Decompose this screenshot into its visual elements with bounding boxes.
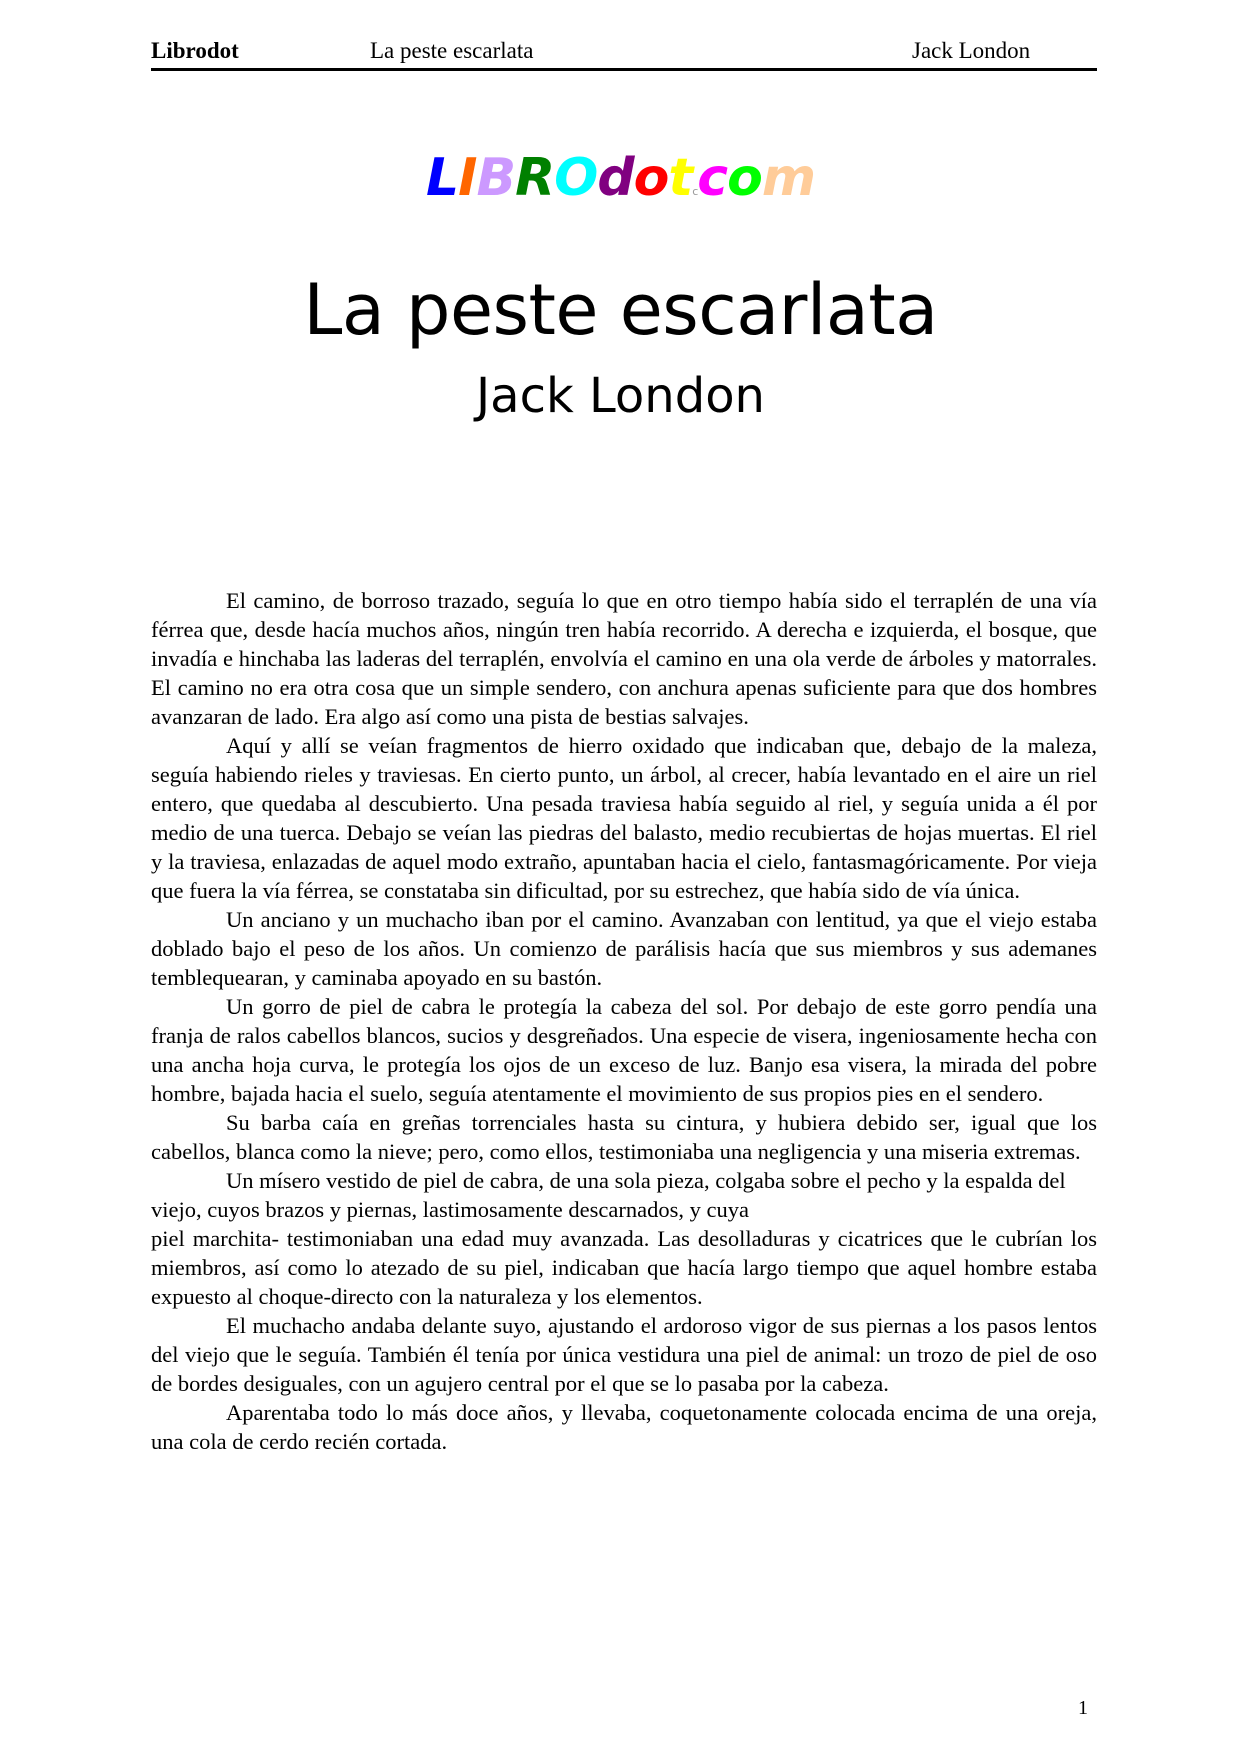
paragraph-continuation: piel marchita- testimoniaban una edad muy avanzada. Las desolladuras y cicatrices que le cubrían los miembros, así como lo atezado de su piel, indicaban que hacía largo tiempo que aquel hombre estaba expuesto al choque-directo con la naturaleza y los elementos. xyxy=(151,1226,1097,1309)
logo-letter: R xyxy=(515,148,555,208)
paragraph: Aquí y allí se veían fragmentos de hierro oxidado que indicaban que, debajo de la maleza, seguía habiendo rieles y traviesas. En cierto punto, un árbol, al crecer, había levantado en el aire un riel entero, que quedaba al descubierto. Una pesada traviesa había seguido al riel, y seguía unida a él por medio de una tuerca. Debajo se veían las piedras del balasto, medio recubiertas de hojas muertas. El riel y la traviesa, enlazadas de aquel modo extraño, apuntaban hacia el cielo, fantasmagóricamente. Por vieja que fuera la vía férrea, se constataba sin dificultad, por su estrechez, que había sido de vía única. xyxy=(151,733,1097,903)
paragraph: El camino, de borroso trazado, seguía lo que en otro tiempo había sido el terraplén de una vía férrea que, desde hacía muchos años, ningún tren había recorrido. A derecha e izquierda, el bosque, que invadía e hinchaba las laderas del terraplén, envolvía el camino en una ola verde de árboles y matorrales. El camino no era otra cosa que un simple sendero, con anchura apenas suficiente para que dos hombres avanzaran de lado. Era algo así como una pista de bestias salvajes. xyxy=(151,588,1097,729)
book-author: Jack London xyxy=(476,368,765,424)
paragraph: Un mísero vestido de piel de cabra, de una sola pieza, colgaba sobre el pecho y la espalda del viejo, cuyos brazos y piernas, lastimosamente descarnados, y cuya xyxy=(151,1168,1066,1222)
librodot-logo xyxy=(0,148,1241,208)
paragraph: Su barba caía en greñas torrenciales hasta su cintura, y hubiera debido ser, igual que los cabellos, blanca como la nieve; pero, como ellos, testimoniaba una negligencia y una miseria extremas. xyxy=(151,1110,1097,1164)
logo-letter: m xyxy=(761,148,816,208)
logo-letter: L xyxy=(425,148,459,208)
logo-letter: t xyxy=(668,148,693,208)
header-site-name: Librodot xyxy=(151,38,239,63)
paragraph: Un anciano y un muchacho iban por el camino. Avanzaban con lentitud, ya que el viejo estaba doblado bajo el peso de los años. Un comienzo de parálisis hacía que sus miembros y sus ademanes temblequearan, y caminaba apoyado en su bastón. xyxy=(151,907,1097,990)
logo-letter: d xyxy=(597,148,634,208)
logo-letter: I xyxy=(458,148,477,208)
paragraph: Un gorro de piel de cabra le protegía la cabeza del sol. Por debajo de este gorro pendía una franja de ralos cabellos blancos, sucios y desgreñados. Una especie de visera, ingeniosamente hecha con una ancha hoja curva, le protegía los ojos de un exceso de luz. Banjo esa visera, la mirada del pobre hombre, bajada hacia el suelo, seguía atentamente el movimiento de sus propios pies en el sendero. xyxy=(151,994,1097,1106)
logo-letter: o xyxy=(633,148,669,208)
page-number: 1 xyxy=(1078,1697,1088,1719)
logo-letter: c xyxy=(692,185,698,198)
book-title: La peste escarlata xyxy=(303,269,938,351)
logo-letter: c xyxy=(697,148,728,208)
header-author: Jack London xyxy=(912,38,1031,63)
running-header xyxy=(151,36,1097,71)
body-text xyxy=(151,586,1097,1456)
logo-letter: O xyxy=(554,148,598,208)
logo-letter: o xyxy=(727,148,762,208)
paragraph: El muchacho andaba delante suyo, ajustando el ardoroso vigor de sus piernas a los pasos lentos del viejo que le seguía. También él tenía por única vestidura una piel de animal: un trozo de piel de oso de bordes desiguales, con un agujero central por el que se lo pasaba por la cabeza. xyxy=(151,1313,1097,1396)
paragraph: Aparentaba todo lo más doce años, y llevaba, coquetonamente colocada encima de una oreja, una cola de cerdo recién cortada. xyxy=(151,1400,1097,1454)
logo-letter: B xyxy=(476,148,516,208)
header-book-title: La peste escarlata xyxy=(370,38,534,63)
